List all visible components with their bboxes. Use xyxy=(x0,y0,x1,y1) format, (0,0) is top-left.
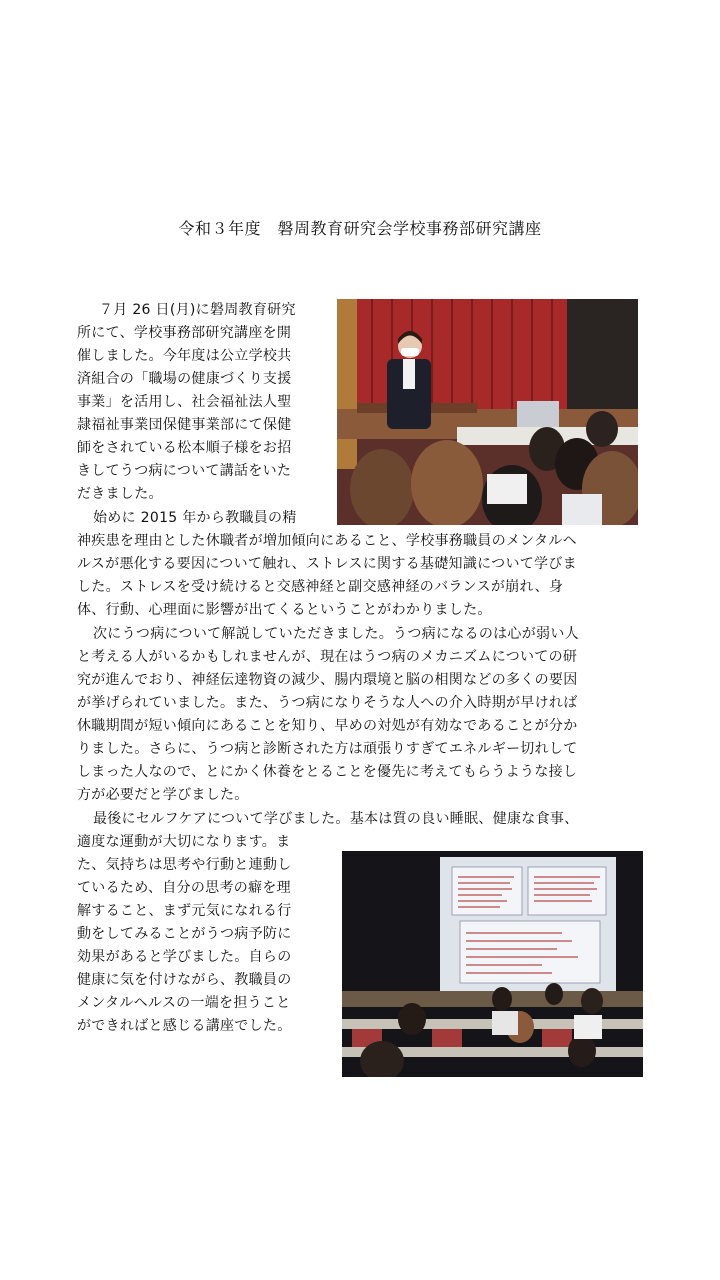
text-line: 適度な運動が大切になります。ま xyxy=(77,834,291,850)
text-line: 休職期間が短い傾向にあることを知り、早めの対処が有効なであることが分か xyxy=(77,718,578,734)
text-line: ルスが悪化する要因について触れ、ストレスに関する基礎知識について学びま xyxy=(77,556,577,572)
text-line: 済組合の「職場の健康づくり支援 xyxy=(77,371,292,387)
text-line: 神疾患を理由とした休職者が増加傾向にあること、学校事務職員のメンタルヘ xyxy=(77,533,577,549)
text-line: ているため、自分の思考の癖を理 xyxy=(77,880,291,896)
text-line: 師をされている松本順子様をお招 xyxy=(77,440,292,456)
text-line: 始めに 2015 年から教職員の精 xyxy=(93,510,297,526)
text-line: 次にうつ病について解説していただきました。うつ病になるのは心が弱い人 xyxy=(93,626,579,642)
lecture-speaker-photo xyxy=(337,299,638,525)
lecture-slide-photo xyxy=(342,851,643,1077)
text-line: た、気持ちは思考や行動と連動し xyxy=(77,857,292,873)
text-line: 所にて、学校事務部研究講座を開 xyxy=(77,325,292,341)
text-line: きしてうつ病について講話をいた xyxy=(77,463,292,479)
text-line: 体、行動、心理面に影響が出てくるということがわかりました。 xyxy=(77,602,492,618)
text-line: 事業」を活用し、社会福祉法人聖 xyxy=(77,394,292,410)
text-line: ７月 26 日(月)に磐周教育研究 xyxy=(99,302,296,318)
text-line: 解すること、まず元気になれる行 xyxy=(77,903,292,919)
text-line: 効果があると学びました。自らの xyxy=(77,949,292,965)
text-line: 究が進んでおり、神経伝達物資の減少、腸内環境と脳の相関などの多くの要因 xyxy=(77,672,578,688)
text-line: 隷福祉事業団保健事業部にて保健 xyxy=(77,417,292,433)
text-line: が挙げられていました。また、うつ病になりそうな人への介入時期が早ければ xyxy=(77,695,578,711)
text-line: りました。さらに、うつ病と診断された方は頑張りすぎてエネルギー切れして xyxy=(77,741,578,757)
text-line: 動をしてみることがうつ病予防に xyxy=(77,926,292,942)
text-line: 催しました。今年度は公立学校共 xyxy=(77,348,292,364)
text-line: メンタルヘルスの一端を担うこと xyxy=(77,995,291,1011)
text-line: ができればと感じる講座でした。 xyxy=(77,1018,292,1034)
text-line: だきました。 xyxy=(77,486,163,502)
text-line: と考える人がいるかもしれませんが、現在はうつ病のメカニズムについての研 xyxy=(77,649,578,665)
text-line: 最後にセルフケアについて学びました。基本は質の良い睡眠、健康な食事、 xyxy=(93,811,579,827)
text-line: 方が必要だと学びました。 xyxy=(77,787,249,803)
text-line: した。ストレスを受け続けると交感神経と副交感神経のバランスが崩れ、身 xyxy=(77,579,564,595)
text-line: 健康に気を付けながら、教職員の xyxy=(77,972,292,988)
page-title: 令和３年度 磐周教育研究会学校事務部研究講座 xyxy=(178,219,542,238)
text-line: しまった人なので、とにかく休養をとることを優先に考えてもらうような接し xyxy=(77,764,578,780)
